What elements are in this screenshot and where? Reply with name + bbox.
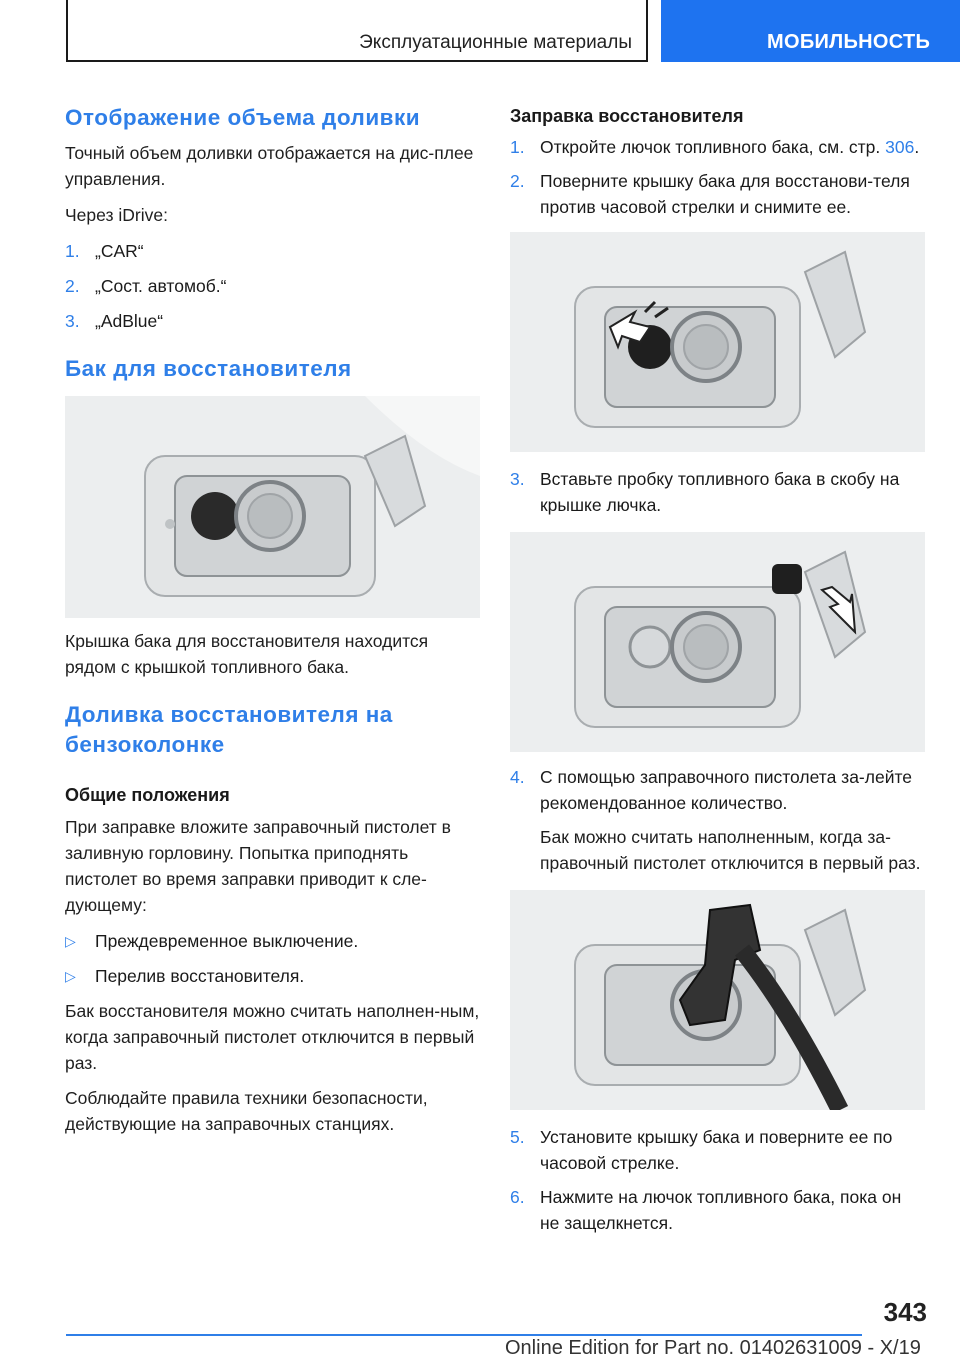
cap-stow-photo	[510, 532, 925, 752]
page-number: 343	[883, 1297, 927, 1327]
nozzle-filling-photo	[510, 890, 925, 1110]
bullet-triangle-icon: ▷	[65, 933, 76, 949]
heading-tank: Бак для восстановителя	[65, 356, 352, 381]
step-number: 5.	[510, 1127, 525, 1147]
bullet-text: Перелив восстановителя.	[95, 966, 305, 986]
header-section-title: Эксплуатационные материалы	[359, 32, 632, 53]
list-item	[510, 168, 925, 220]
header-chapter-title: МОБИЛЬНОСТЬ	[767, 31, 931, 53]
list-item	[65, 308, 483, 334]
step-text: Откройте лючок топливного бака, см. стр.	[540, 137, 881, 157]
step-text: „Сост. автомоб.“	[95, 276, 227, 296]
heading-fill-volume: Отображение объема доливки	[65, 105, 421, 130]
paragraph-fill-volume: Точный объем доливки отображается на дис-плее управления.	[65, 143, 474, 189]
step-number: 2.	[65, 276, 80, 296]
step-number: 3.	[510, 469, 525, 489]
step-text: Нажмите на лючок топливного бака, пока он не защелкнется.	[540, 1187, 902, 1233]
cap-remove-photo	[510, 232, 925, 452]
list-item	[65, 928, 483, 954]
step-number: 3.	[65, 311, 80, 331]
heading-filling: Заправка восстановителя	[510, 106, 744, 126]
list-item	[510, 134, 925, 160]
list-item	[510, 1184, 925, 1236]
list-item	[510, 1124, 925, 1176]
paragraph-safety-rules: Соблюдайте правила техники безопасности, действующие на заправочных станциях.	[65, 1088, 428, 1134]
footer-edition: Online Edition for Part no. 01402631009 - X/19	[505, 1337, 921, 1359]
paragraph-general: При заправке вложите заправочный пистолет в заливную горловину. Попытка приподнять пистолет во время заправки приводит к сле-дующему:	[65, 817, 451, 915]
warning-list	[65, 928, 483, 989]
step-number: 2.	[510, 171, 525, 191]
step-number: 1.	[510, 137, 525, 157]
step-end: .	[914, 137, 920, 157]
step-text: Вставьте пробку топливного бака в скобу на крышке лючка.	[540, 469, 900, 515]
bullet-triangle-icon: ▷	[65, 968, 76, 984]
heading-general: Общие положения	[65, 785, 230, 805]
step-text: „CAR“	[95, 241, 144, 261]
step-number: 4.	[510, 767, 525, 787]
bullet-text: Преждевременное выключение.	[95, 931, 359, 951]
idrive-steps	[65, 238, 483, 334]
step-text: Поверните крышку бака для восстанови-теля против часовой стрелки и снимите ее.	[540, 171, 910, 217]
step4-note: Бак можно считать наполненным, когда за-правочный пистолет отключится в первый раз.	[540, 827, 921, 873]
step-text: Установите крышку бака и поверните ее по часовой стрелке.	[540, 1127, 893, 1173]
list-item	[510, 466, 925, 518]
footer-divider	[66, 1334, 862, 1336]
step-number: 6.	[510, 1187, 525, 1207]
paragraph-tank-location: Крышка бака для восстановителя находится рядом с крышкой топливного бака.	[65, 631, 429, 677]
step-number: 1.	[65, 241, 80, 261]
list-item	[510, 764, 925, 816]
right-column	[510, 100, 925, 1236]
page-reference-link[interactable]: 306	[885, 137, 915, 157]
tank-cap-photo	[65, 396, 480, 618]
paragraph-idrive: Через iDrive:	[65, 205, 168, 225]
list-item	[65, 238, 483, 264]
list-item	[65, 273, 483, 299]
header-chapter-box	[661, 0, 960, 62]
paragraph-tank-full: Бак восстановителя можно считать наполнен-ным, когда заправочный пистолет отключится в первый раз.	[65, 1001, 480, 1073]
step-text: С помощью заправочного пистолета за-лейте рекомендованное количество.	[540, 767, 913, 813]
step-text: „AdBlue“	[95, 311, 164, 331]
list-item	[65, 963, 483, 989]
heading-refill-station: Доливка восстановителя на бензоколонке	[65, 702, 393, 757]
left-column	[65, 100, 483, 1137]
header-section-box	[66, 0, 648, 62]
